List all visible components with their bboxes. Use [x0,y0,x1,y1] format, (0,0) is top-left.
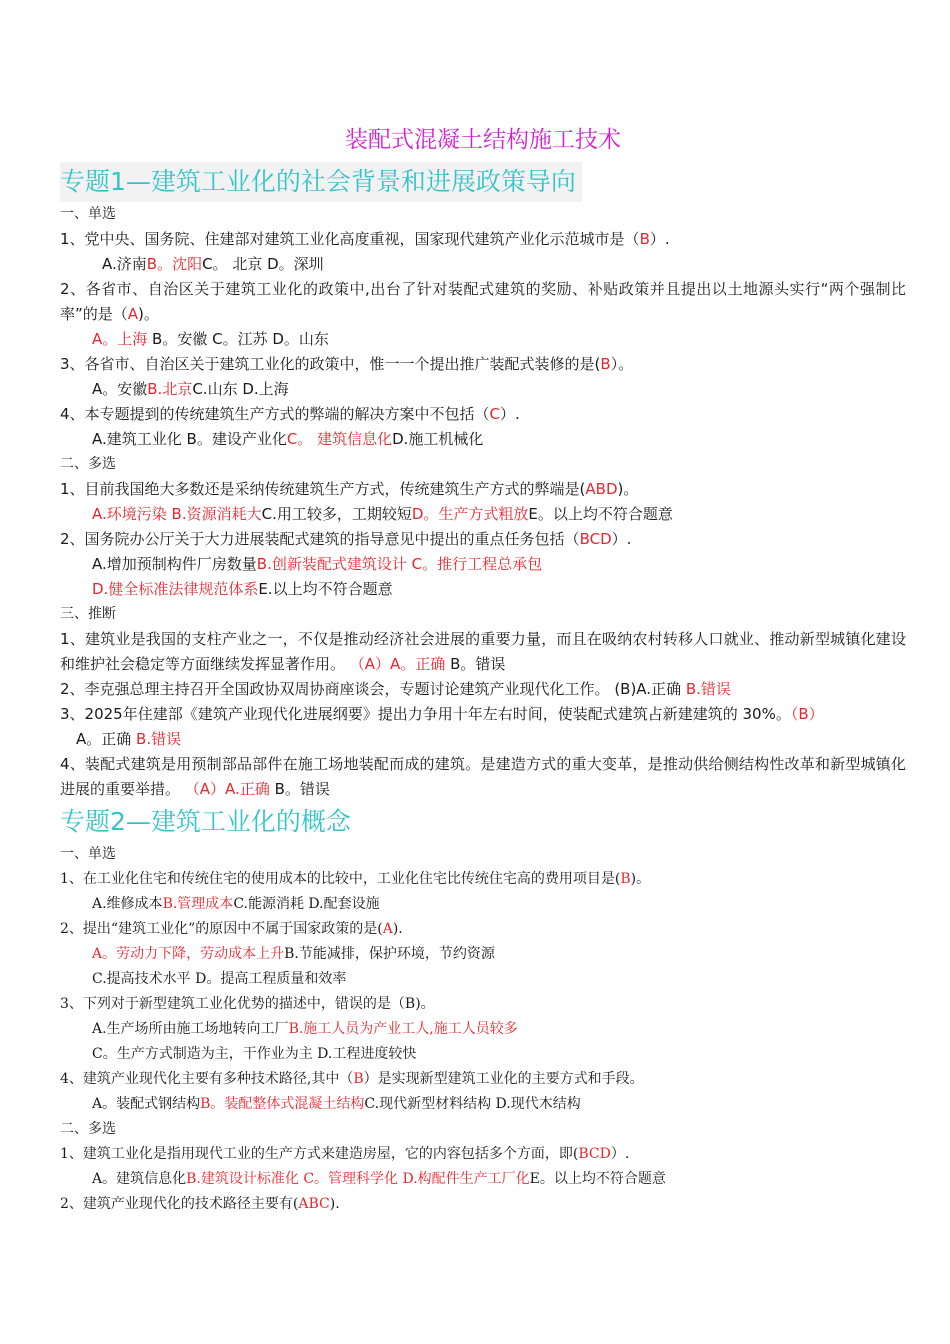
answer-options: A。劳动力下降，劳动成本上升B.节能减排，保护环境，节约资源 [92,946,495,962]
question: 2、李克强总理主持召开全国政协双周协商座谈会，专题讨论建筑产业现代化工作。 (B)A.正确 B.错误 [60,680,731,698]
answer-options: A.济南B。沈阳C。 北京 D。深圳 [102,255,324,273]
question: 1、党中央、国务院、住建部对建筑工业化高度重视，国家现代建筑产业化示范城市是（B）. [60,230,670,248]
question: 4、本专题提到的传统建筑生产方式的弊端的解决方案中不包括（C）. [60,405,520,423]
answer-options: A。上海 B。安徽 C。江苏 D。山东 [92,330,329,348]
question: 3、下列对于新型建筑工业化优势的描述中，错误的是（B)。 [60,996,435,1012]
answer-options: A。安徽B.北京C.山东 D.上海 [92,380,289,398]
document-page [60,118,906,1217]
section-single-choice: 一、单选 [60,846,116,862]
section-multiple-choice: 二、多选 [60,456,116,472]
question: 2、建筑产业现代化的技术路径主要有(ABC). [60,1196,340,1212]
question: 2、各省市、自治区关于建筑工业化的政策中,出台了针对装配式建筑的奖励、补贴政策并且提出以土地源头实行“两个强制比率”的是（A)。 [60,280,906,323]
topic-2-heading: 专题2—建筑工业化的概念 [60,807,351,836]
answer-options: D.健全标准法律规范体系E.以上均不符合题意 [92,580,393,598]
question: 1、在工业化住宅和传统住宅的使用成本的比较中，工业化住宅比传统住宅高的费用项目是(B)。 [60,871,651,887]
question: 1、目前我国绝大多数还是采纳传统建筑生产方式，传统建筑生产方式的弊端是(ABD)。 [60,480,639,498]
answer-options: A.生产场所由施工场地转向工厂B.施工人员为产业工人,施工人员较多 [92,1021,518,1037]
topic-1-heading: 专题1—建筑工业化的社会背景和进展政策导向 [60,162,582,202]
answer-options: C.提高技术水平 D。提高工程质量和效率 [92,971,347,987]
question: 3、2025年住建部《建筑产业现代化进展纲要》提出力争用十年左右时间，使装配式建筑占新建建筑的 30%。（B） [60,705,824,723]
question: 4、建筑产业现代化主要有多种技术路径,其中（B）是实现新型建筑工业化的主要方式和手段。 [60,1071,644,1087]
section-single-choice: 一、单选 [60,206,116,222]
answer-options: A。装配式钢结构B。装配整体式混凝土结构C.现代新型材料结构 D.现代木结构 [92,1096,581,1112]
question: 3、各省市、自治区关于建筑工业化的政策中，惟一一个提出推广装配式装修的是(B）。 [60,355,634,373]
question: 2、提出“建筑工业化”的原因中不属于国家政策的是(A). [60,921,403,937]
section-multiple-choice: 二、多选 [60,1121,116,1137]
answer-options: A.建筑工业化 B。建设产业化C。 建筑信息化D.施工机械化 [92,430,484,448]
document-title: 装配式混凝土结构施工技术 [345,127,621,153]
answer-options: A.维修成本B.管理成本C.能源消耗 D.配套设施 [92,896,380,912]
section-judgement: 三、推断 [60,606,116,622]
question: 4、装配式建筑是用预制部品部件在施工场地装配而成的建筑。是建造方式的重大变革，是推动供给侧结构性改革和新型城镇化进展的重要举措。 （A）A.正确 B。错误 [60,755,906,798]
answer-options: A.环境污染 B.资源消耗大C.用工较多，工期较短D。生产方式粗放E。以上均不符合题意 [92,505,673,523]
question: 2、国务院办公厅关于大力进展装配式建筑的指导意见中提出的重点任务包括（BCD）. [60,530,632,548]
answer-options: A。建筑信息化B.建筑设计标准化 C。管理科学化 D.构配件生产工厂化E。以上均不符合题意 [92,1171,666,1187]
question: 1、建筑业是我国的支柱产业之一，不仅是推动经济社会进展的重要力量，而且在吸纳农村转移人口就业、推动新型城镇化建设和维护社会稳定等方面继续发挥显著作用。 （A）A。正确 B。错误 [60,630,906,673]
answer-options: A。正确 B.错误 [76,730,182,748]
question: 1、建筑工业化是指用现代工业的生产方式来建造房屋，它的内容包括多个方面，即(BCD）. [60,1146,630,1162]
answer-options: C。生产方式制造为主，干作业为主 D.工程进度较快 [92,1046,417,1062]
answer-options: A.增加预制构件厂房数量B.创新装配式建筑设计 C。推行工程总承包 [92,555,543,573]
